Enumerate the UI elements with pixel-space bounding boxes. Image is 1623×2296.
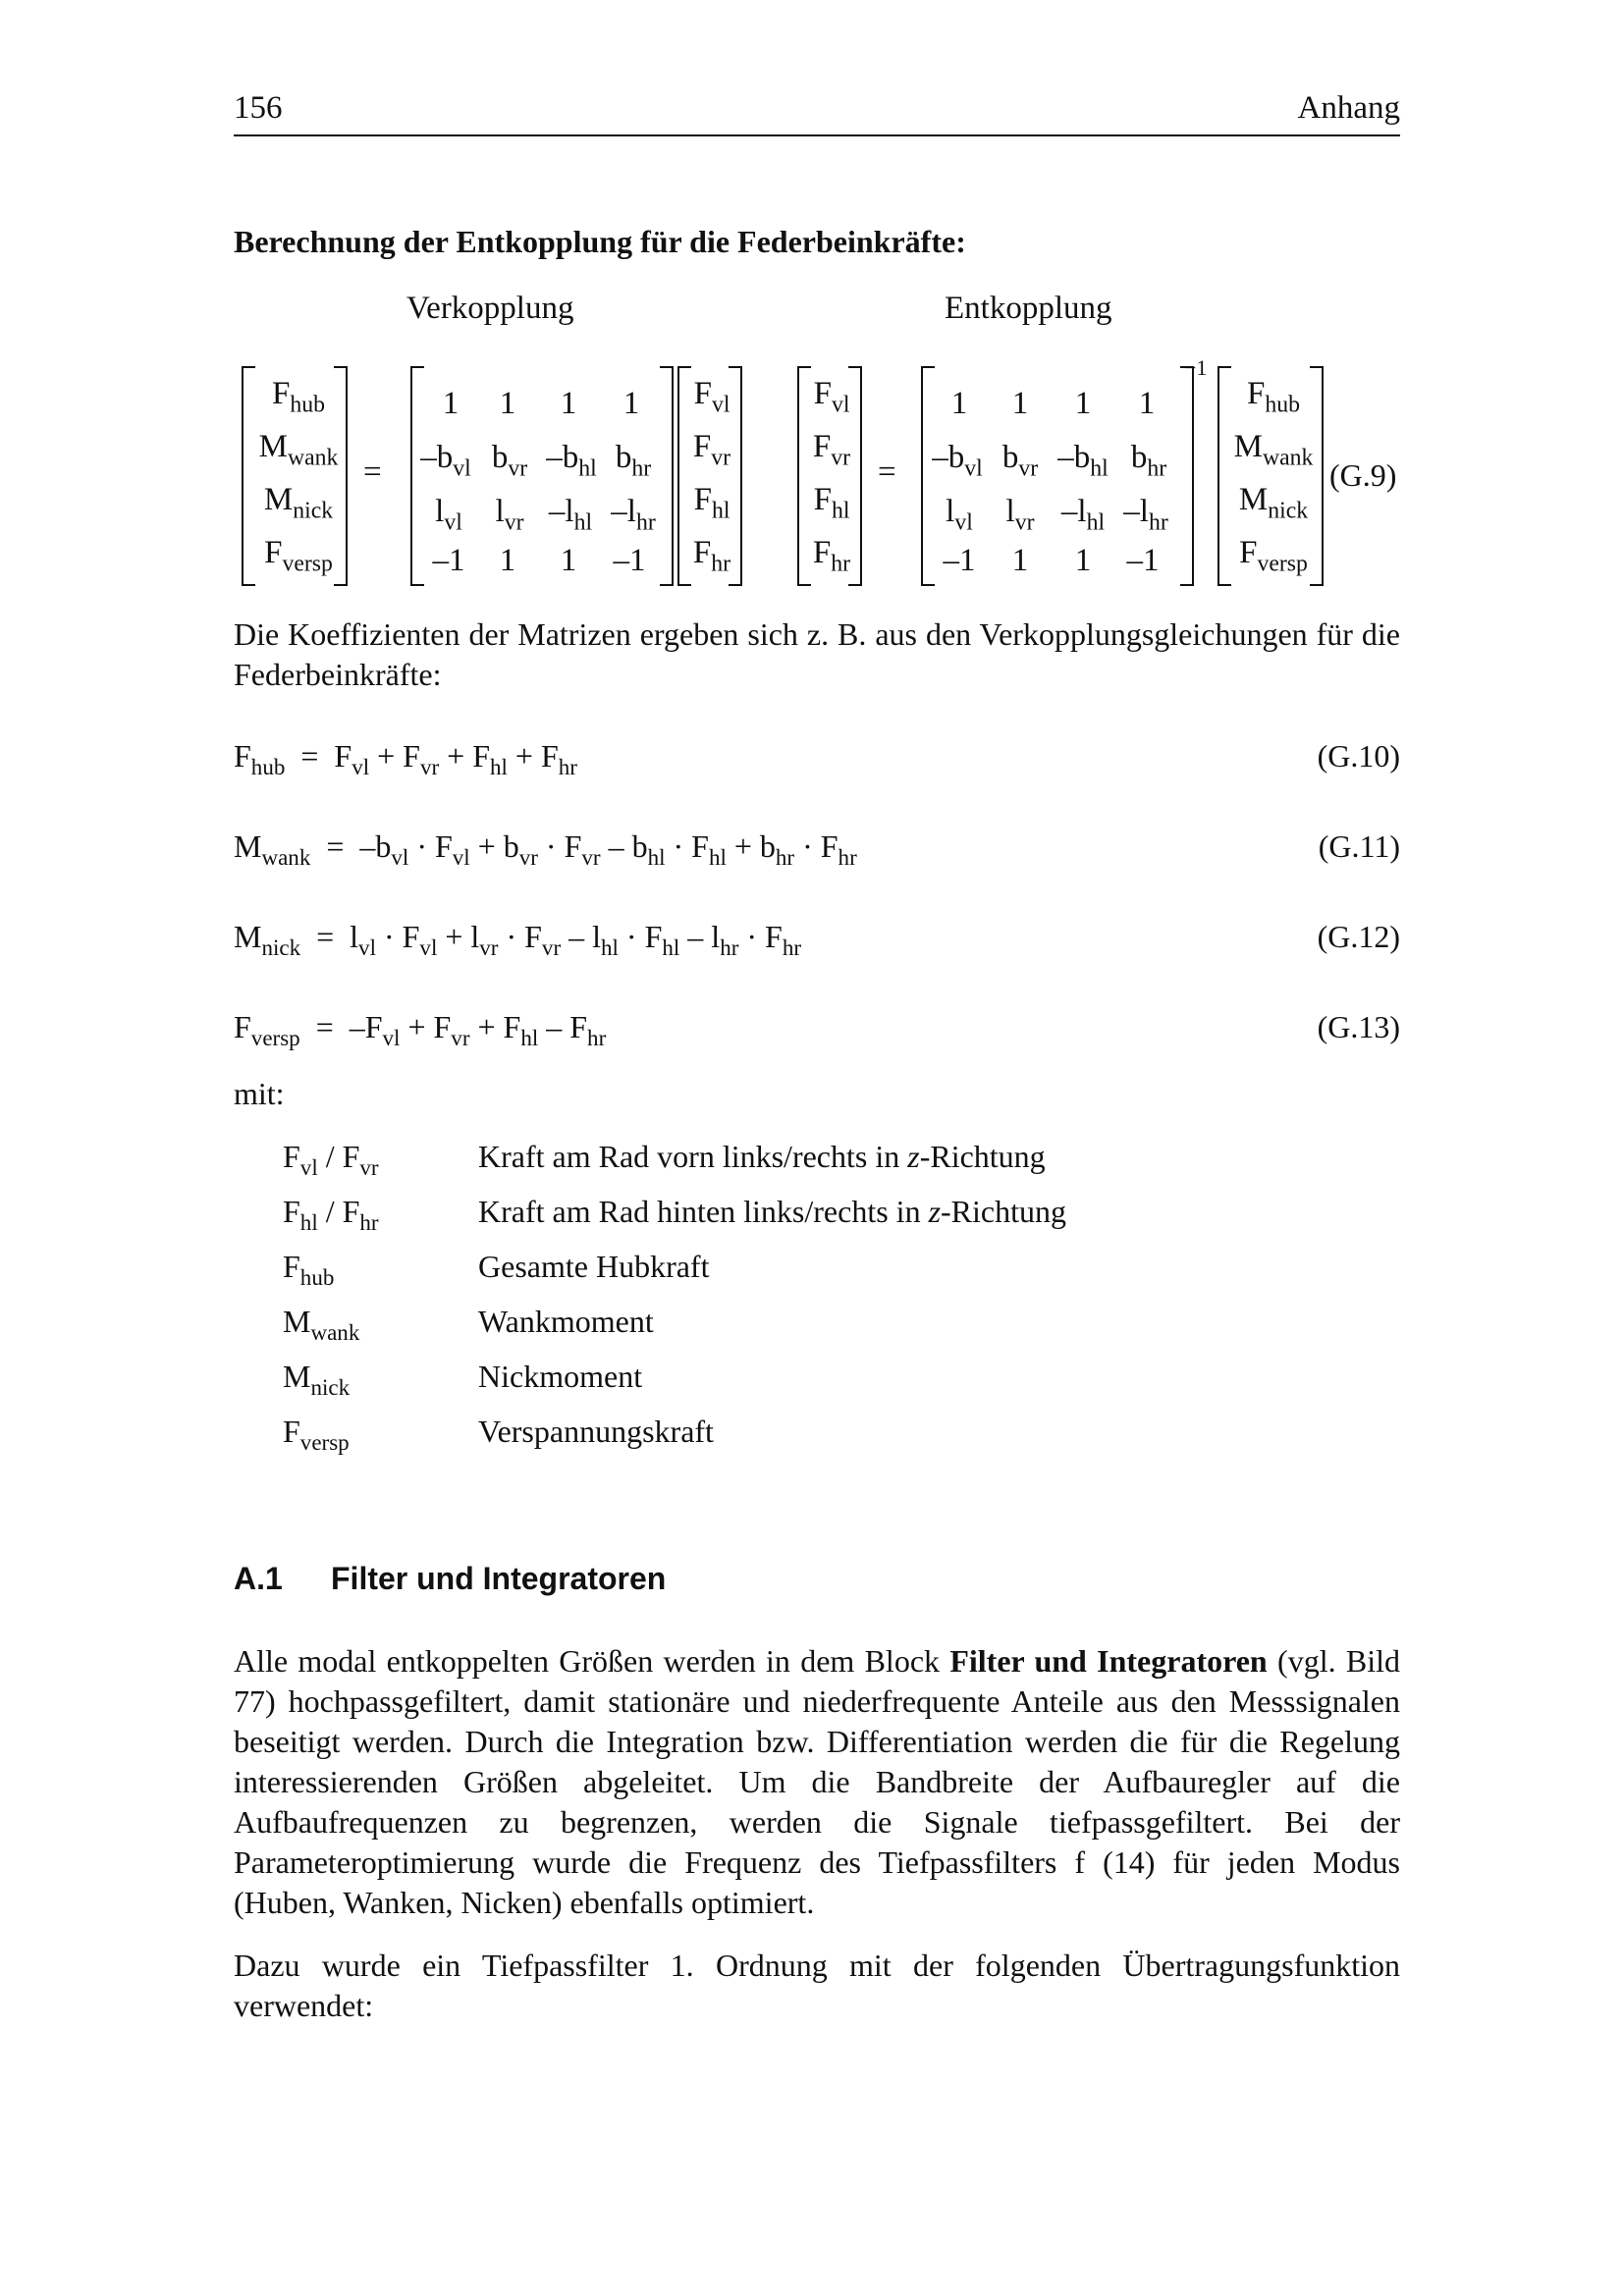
- matrix-cell: 1: [1138, 386, 1156, 421]
- symbol-term: $M_{nick}$: [283, 1359, 351, 1401]
- matrix-cell: $b_{vr}$: [1001, 440, 1039, 482]
- symbol-term: $F_{vl} / F_{vr}$: [283, 1139, 379, 1181]
- equation-number: (G.10): [1317, 738, 1400, 774]
- symbol-term: $F_{versp}$: [283, 1414, 350, 1456]
- equation-number: (G.11): [1318, 828, 1400, 864]
- vec-mwank: $M_{wank}$: [1233, 429, 1314, 471]
- matrix-cell: $-l_{hr}$: [611, 494, 656, 536]
- vec-fversp: $F_{versp}$: [264, 535, 333, 577]
- matrix-cell: 1: [499, 386, 516, 421]
- section-number: A.1: [234, 1561, 283, 1596]
- matrix-cell: 1: [560, 543, 577, 578]
- matrix-cell: $-b_{hl}$: [546, 440, 597, 482]
- matrix-cell: $l_{vr}$: [1005, 494, 1035, 536]
- vec-fvl: $F_{vl}$: [693, 376, 730, 418]
- vec-mnick: $M_{nick}$: [263, 482, 334, 524]
- vec-fhr: $F_{hr}$: [812, 535, 851, 577]
- matrix-cell: 1: [499, 543, 516, 578]
- symbol-description: Kraft am Rad hinten links/rechts in z-Richtung: [478, 1194, 1066, 1229]
- matrix-cell: 1: [1011, 386, 1029, 421]
- paragraph: Alle modal entkoppelten Größen werden in dem Block Filter und Integratoren (vgl. Bild 77) hochpassgefiltert, damit stationäre und niederfrequente Anteile aus den Messsignalen beseitigt werden. Durch die Integration bzw. Differentiation werden die für die Regelung interessierenden Größen abgeleitet. Um die Bandbreite der Aufbauregler auf die Aufbaufrequenzen zu begrenzen, werden die Signale tiefpassgefiltert. Bei der Parameteroptimierung wurde die Frequenz des Tiefpassfilters f (14) für jeden Modus (Huben, Wanken, Nicken) ebenfalls optimiert.: [234, 1643, 1401, 1920]
- matrix-cell: $-b_{vl}$: [420, 440, 471, 482]
- inverse-exponent: −1: [1184, 355, 1208, 380]
- matrix-cell: $-l_{hl}$: [548, 494, 593, 536]
- page-number: 156: [234, 90, 283, 126]
- vec-mnick: $M_{nick}$: [1238, 482, 1309, 524]
- equation-number: (G.9): [1329, 457, 1397, 493]
- header-rule: [234, 134, 1400, 136]
- vec-fhr: $F_{hr}$: [692, 535, 731, 577]
- equals-sign: =: [878, 454, 896, 490]
- matrix-cell: $-l_{hr}$: [1123, 494, 1168, 536]
- symbol-description: Kraft am Rad vorn links/rechts in z-Richtung: [478, 1139, 1046, 1174]
- vec-fvl: $F_{vl}$: [813, 376, 850, 418]
- equals-sign: =: [363, 454, 382, 490]
- matrix-cell: $-b_{hl}$: [1057, 440, 1109, 482]
- symbol-description: Wankmoment: [478, 1304, 654, 1339]
- bracket-right: [1180, 366, 1194, 586]
- matrix-cell: $l_{vl}$: [946, 494, 973, 536]
- matrix-cell: –1: [1126, 543, 1160, 578]
- matrix-cell: $-l_{hl}$: [1060, 494, 1106, 536]
- symbol-description: Nickmoment: [478, 1359, 643, 1394]
- mit-label: mit:: [234, 1076, 285, 1111]
- equation-g10: $F_{hub} = F_{vl} + F_{vr} + F_{hl} + F_{hr}$: [234, 738, 577, 780]
- symbol-term: $F_{hl} / F_{hr}$: [283, 1194, 379, 1236]
- equation-number: (G.12): [1317, 919, 1400, 954]
- matrix-cell: 1: [622, 386, 640, 421]
- vec-fhub: $F_{hub}$: [272, 376, 325, 418]
- vec-fhub: $F_{hub}$: [1247, 376, 1300, 418]
- label-entkopplung: Entkopplung: [945, 291, 1112, 326]
- matrix-cell: $b_{hr}$: [1130, 440, 1167, 482]
- equation-g13: $F_{versp} = -F_{vl} + F_{vr} + F_{hl} - F_{hr}$: [234, 1009, 607, 1051]
- running-header-chapter: Anhang: [1297, 90, 1400, 126]
- matrix-cell: –1: [613, 543, 646, 578]
- matrix-cell: $b_{vr}$: [491, 440, 528, 482]
- paragraph: Die Koeffizienten der Matrizen ergeben sich z. B. aus den Verkopplungsgleichungen für die Federbeinkräfte:: [234, 616, 1400, 692]
- vec-fvr: $F_{vr}$: [692, 429, 731, 471]
- vec-fhl: $F_{hl}$: [813, 482, 850, 524]
- matrix-cell: 1: [1074, 386, 1092, 421]
- matrix-cell: $b_{hr}$: [615, 440, 652, 482]
- matrix-cell: $-b_{vl}$: [932, 440, 983, 482]
- matrix-cell: 1: [442, 386, 460, 421]
- matrix-cell: $l_{vl}$: [435, 494, 462, 536]
- equation-number: (G.13): [1317, 1009, 1400, 1044]
- label-verkopplung: Verkopplung: [406, 291, 574, 326]
- section-heading: Berechnung der Entkopplung für die Federbeinkräfte:: [234, 224, 966, 259]
- vec-fhl: $F_{hl}$: [693, 482, 730, 524]
- symbol-term: $F_{hub}$: [283, 1249, 335, 1291]
- vec-fvr: $F_{vr}$: [812, 429, 851, 471]
- matrix-cell: 1: [1074, 543, 1092, 578]
- vec-mwank: $M_{wank}$: [258, 429, 339, 471]
- section-title: Filter und Integratoren: [331, 1561, 667, 1596]
- equation-g11: $M_{wank} = -b_{vl} \cdot F_{vl} + b_{vr} \cdot F_{vr} - b_{hl} \cdot F_{hl} + b_{hr} \cdot F_{hr}$: [234, 828, 857, 871]
- matrix-cell: –1: [432, 543, 465, 578]
- matrix-cell: –1: [943, 543, 976, 578]
- symbol-description: Verspannungskraft: [478, 1414, 714, 1449]
- vec-fversp: $F_{versp}$: [1239, 535, 1308, 577]
- matrix-cell: 1: [560, 386, 577, 421]
- matrix-cell: 1: [1011, 543, 1029, 578]
- equation-g12: $M_{nick} = l_{vl} \cdot F_{vl} + l_{vr} \cdot F_{vr} - l_{hl} \cdot F_{hl} - l_{hr} \cdot F_{hr}$: [234, 919, 802, 961]
- bracket-right: [660, 366, 674, 586]
- paragraph: Dazu wurde ein Tiefpassfilter 1. Ordnung mit der folgenden Übertragungsfunktion verwendet:: [234, 1948, 1400, 2023]
- matrix-cell: 1: [950, 386, 968, 421]
- symbol-term: $M_{wank}$: [283, 1304, 360, 1346]
- matrix-cell: $l_{vr}$: [495, 494, 524, 536]
- symbol-description: Gesamte Hubkraft: [478, 1249, 710, 1284]
